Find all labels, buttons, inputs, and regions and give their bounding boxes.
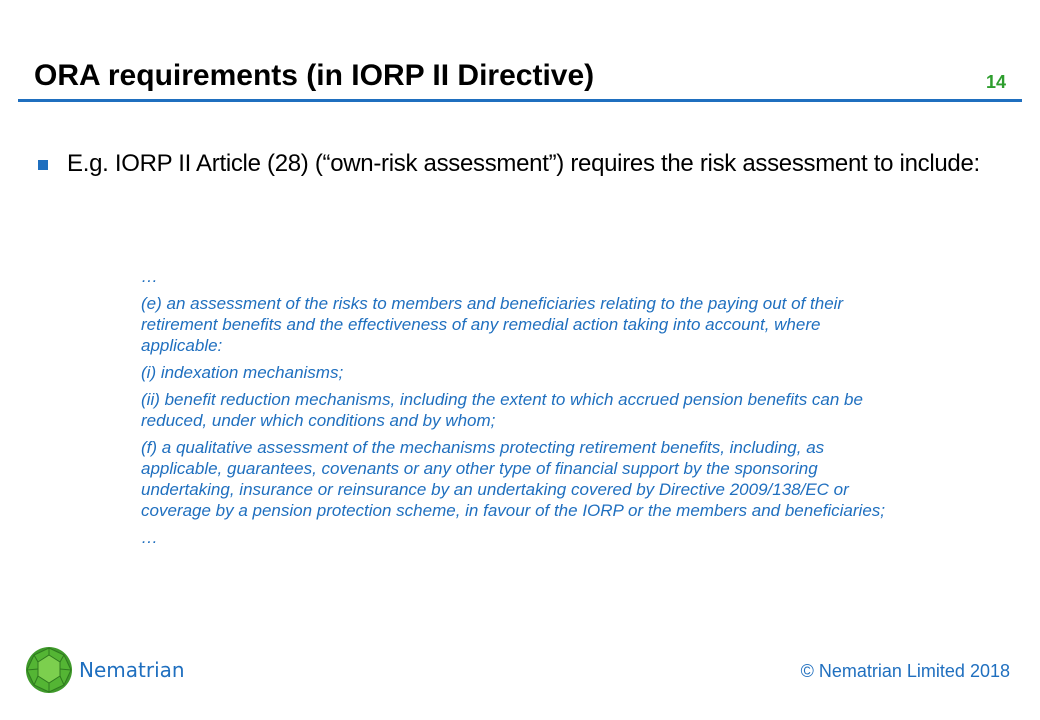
quote-ellipsis-top: …: [141, 267, 158, 286]
quote-ellipsis-bottom: …: [141, 528, 158, 547]
copyright-notice: © Nematrian Limited 2018: [800, 661, 1010, 681]
nematrian-logo-icon: [24, 645, 74, 700]
brand-name: Nematrian: [79, 658, 185, 682]
quote-paragraph-i: (i) indexation mechanisms;: [141, 363, 344, 382]
directive-quote: [141, 266, 901, 554]
quote-paragraph-e: (e) an assessment of the risks to members and beneficiaries relating to the paying out of their retirement benefits and the effectiveness of any remedial action taking into account, where applicable:: [141, 294, 844, 355]
title-divider: [18, 99, 1022, 102]
bullet-text: E.g. IORP II Article (28) (“own-risk assessment”) requires the risk assessment to include:: [67, 150, 980, 177]
slide-title: ORA requirements (in IORP II Directive): [34, 59, 595, 92]
bullet-square-icon: [38, 160, 48, 170]
page-number: 14: [985, 72, 1006, 92]
quote-paragraph-f: (f) a qualitative assessment of the mechanisms protecting retirement benefits, including, as applicable, guarantees, covenants or any other type of financial support by the sponsoring undertaking, insurance or reinsurance by an undertaking covered by Directive 2009/138/EC or coverage by a pension protection scheme, in favour of the IORP or the members and beneficiaries;: [141, 438, 885, 520]
quote-paragraph-ii: (ii) benefit reduction mechanisms, including the extent to which accrued pension benefits can be reduced, under which conditions and by whom;: [141, 390, 863, 430]
